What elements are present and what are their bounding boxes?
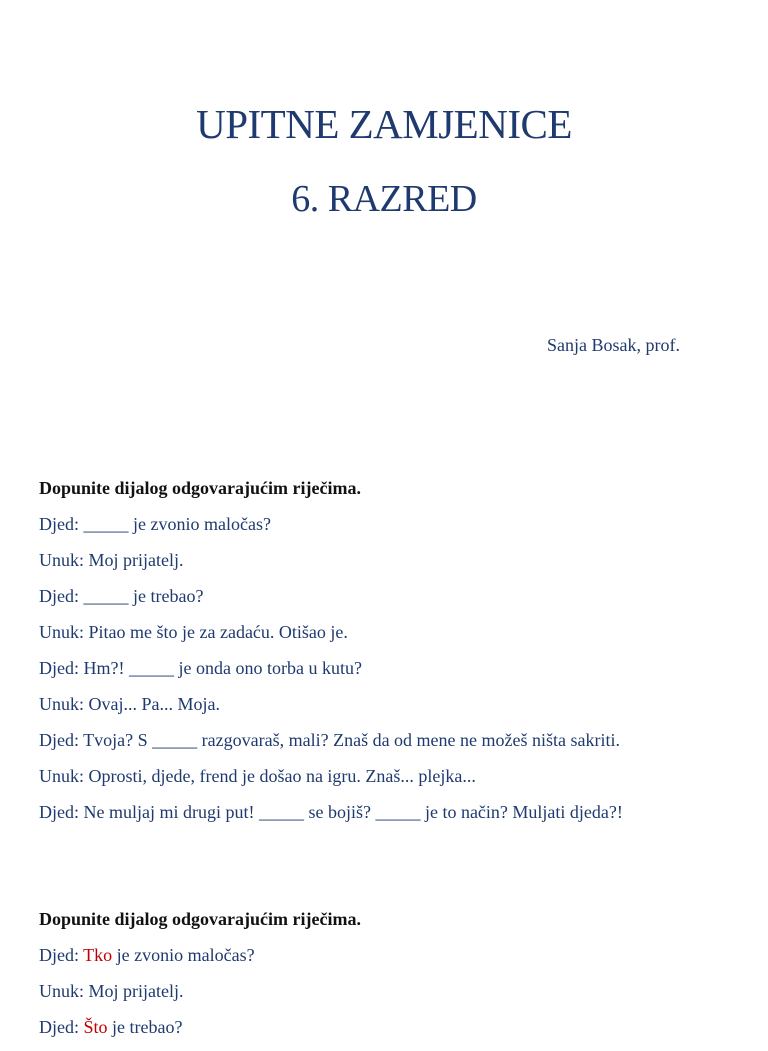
dialog-line: Unuk: Pitao me što je za zadaću. Otišao je. xyxy=(39,622,348,642)
answer-word: Što xyxy=(83,1017,108,1037)
dialog-line: Djed: Tvoja? S _____ razgovaraš, mali? Znaš da od mene ne možeš ništa sakriti. xyxy=(39,730,621,750)
solution-line: Unuk: Moj prijatelj. xyxy=(39,981,184,1001)
dialog-line: Unuk: Ovaj... Pa... Moja. xyxy=(39,694,220,714)
solution-line xyxy=(39,1015,739,1051)
line-suffix: je zvonio maločas? xyxy=(112,945,255,965)
solution-section xyxy=(39,907,739,1051)
dialog-line: Unuk: Oprosti, djede, frend je došao na igru. Znaš... plejka... xyxy=(39,766,476,786)
dialog-line: Djed: Hm?! _____ je onda ono torba u kutu? xyxy=(39,658,362,678)
author-name: Sanja Bosak, prof. xyxy=(547,335,680,355)
answer-word: Tko xyxy=(83,945,113,965)
line-suffix: je trebao? xyxy=(107,1017,183,1037)
dialog-line: Djed: Ne muljaj mi drugi put! _____ se bojiš? _____ je to način? Muljati djeda?! xyxy=(39,802,623,822)
exercise-instruction: Dopunite dijalog odgovarajućim riječima. xyxy=(39,478,361,498)
solution-instruction: Dopunite dijalog odgovarajućim riječima. xyxy=(39,909,361,929)
solution-line xyxy=(39,943,739,979)
page-title: UPITNE ZAMJENICE xyxy=(196,101,572,147)
line-prefix: Djed: xyxy=(39,945,84,965)
page-subtitle: 6. RAZRED xyxy=(291,178,477,220)
dialog-line: Unuk: Moj prijatelj. xyxy=(39,550,184,570)
exercise-section xyxy=(39,476,739,836)
dialog-line: Djed: _____ je trebao? xyxy=(39,586,204,606)
line-prefix: Djed: xyxy=(39,1017,84,1037)
dialog-line: Djed: _____ je zvonio maločas? xyxy=(39,514,271,534)
